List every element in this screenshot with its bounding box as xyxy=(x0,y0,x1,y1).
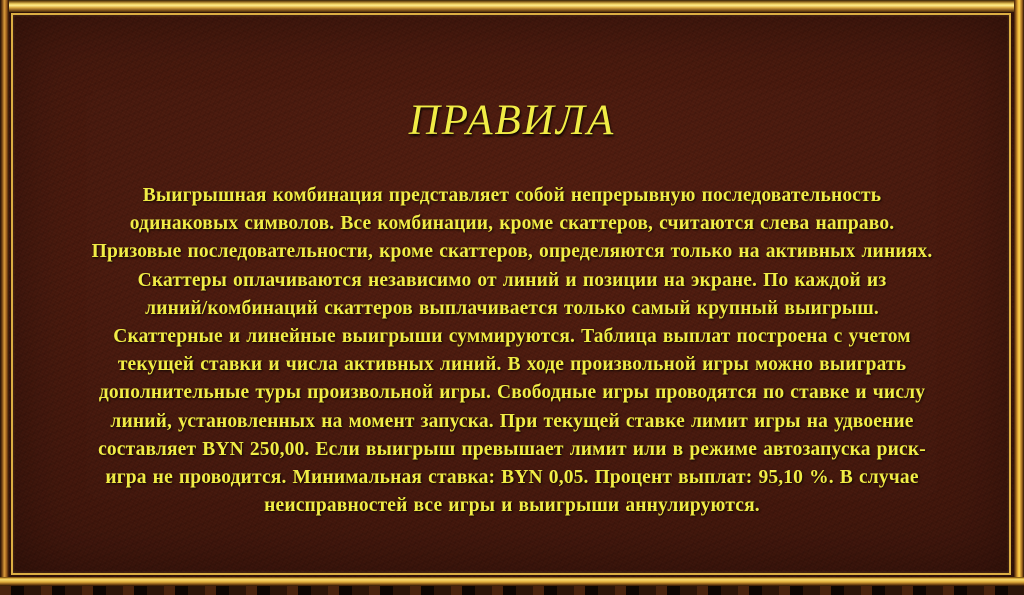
rules-line: одинаковых символов. Все комбинации, кроме скаттеров, считаются слева направо. xyxy=(129,213,895,235)
rules-line: Скаттерные и линейные выигрыши суммируются. Таблица выплат построена с учетом xyxy=(113,326,911,348)
rules-line: Призовые последовательности, кроме скаттеров, определяются только на активных линиях. xyxy=(91,241,933,263)
rules-line: Скаттеры оплачиваются независимо от линий и позиции на экране. По каждой из xyxy=(137,269,887,291)
rules-line: Выигрышная комбинация представляет собой непрерывную последовательность xyxy=(142,185,882,206)
rules-line: линий, установленных на момент запуска. При текущей ставке лимит игры на удвоение xyxy=(110,410,914,432)
rules-line: дополнительные туры произвольной игры. Свободные игры проводятся по ставке и числу xyxy=(98,382,926,404)
page-title: ПРАВИЛА xyxy=(408,97,616,144)
rules-line: составляет BYN 250,00. Если выигрыш превышает лимит или в режиме автозапуска риск- xyxy=(98,438,926,460)
rules-line: неисправностей все игры и выигрыши аннулируются. xyxy=(264,495,760,517)
rules-line: линий/комбинаций скаттеров выплачивается только самый крупный выигрыш. xyxy=(145,297,879,319)
rules-paragraph xyxy=(57,182,967,520)
rules-line: игра не проводится. Минимальная ставка: BYN 0,05. Процент выплат: 95,10 %. В случае xyxy=(105,467,919,489)
rules-line: текущей ставки и числа активных линий. В ходе произвольной игры можно выиграть xyxy=(117,354,907,376)
